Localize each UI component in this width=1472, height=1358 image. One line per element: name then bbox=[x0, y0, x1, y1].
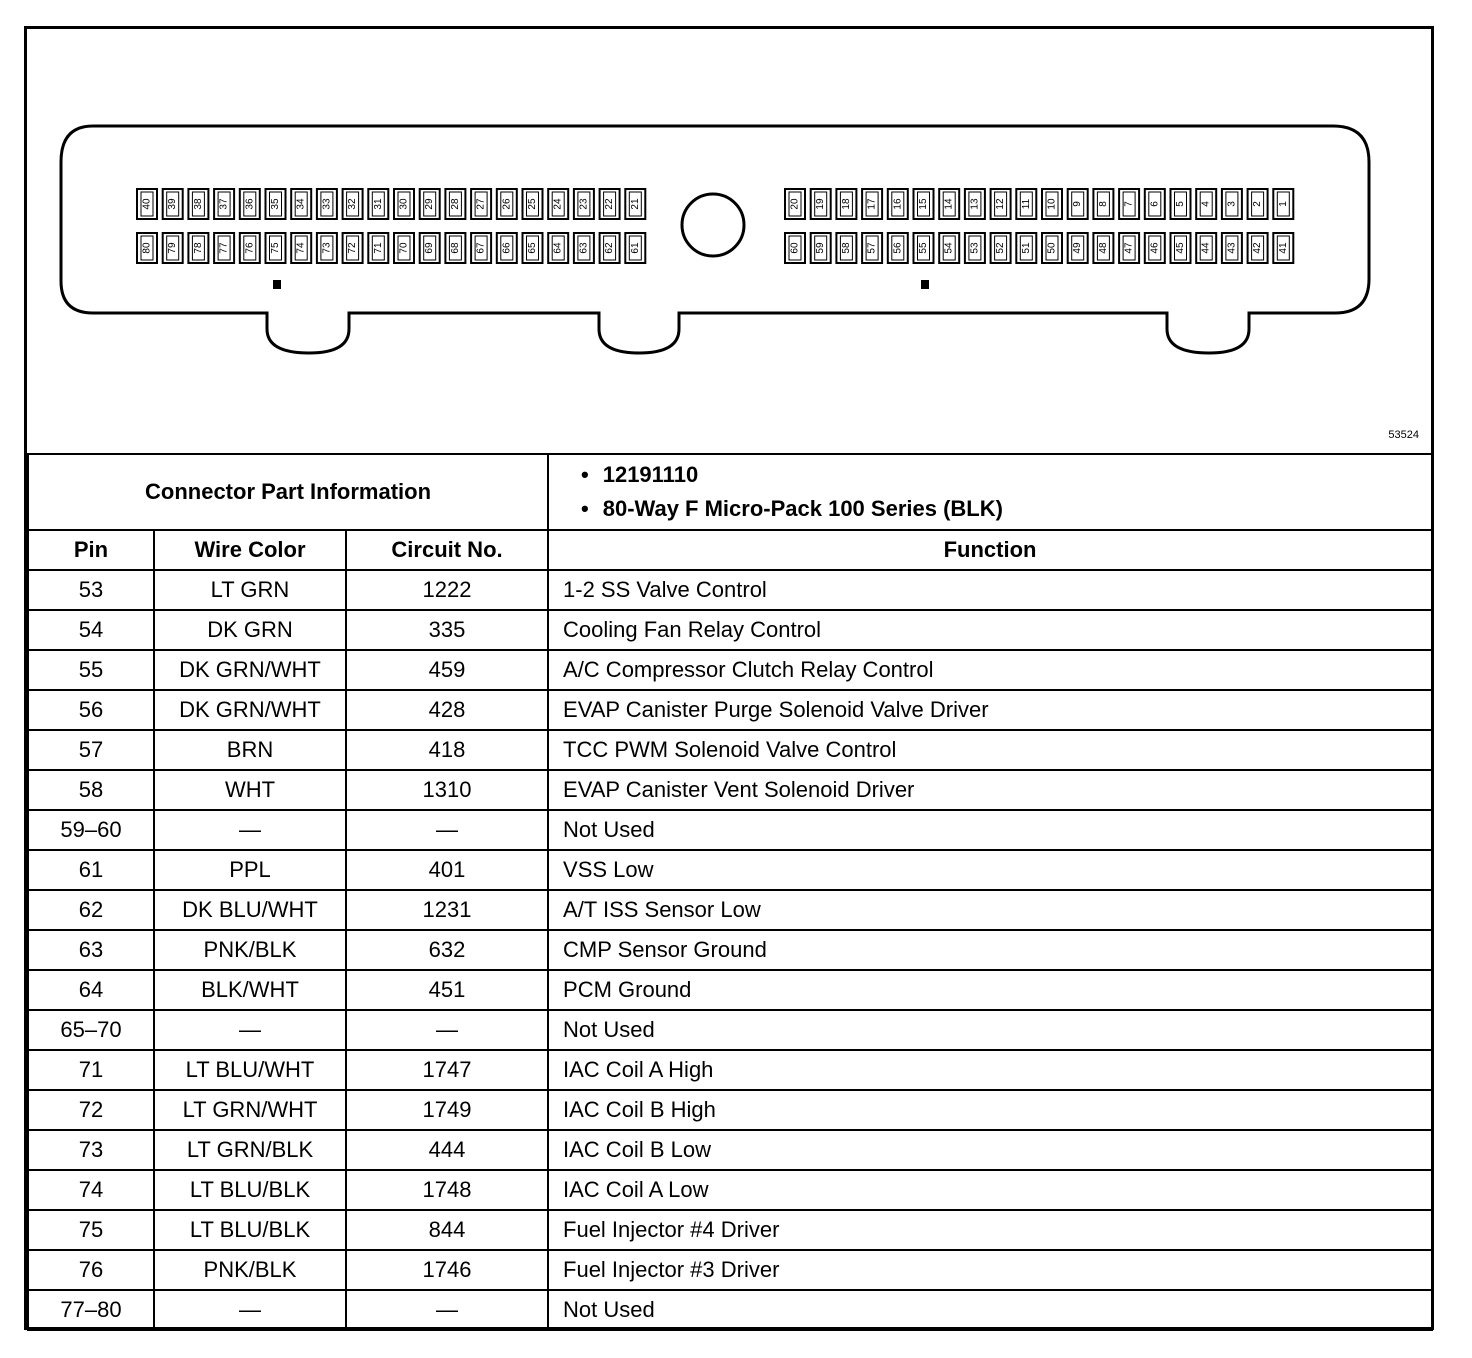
pin-cavity bbox=[1222, 189, 1242, 219]
pin-cavity bbox=[1016, 189, 1036, 219]
pin-label: 47 bbox=[1123, 242, 1135, 254]
pin-label: 42 bbox=[1252, 242, 1264, 254]
pin-cavity bbox=[188, 189, 208, 219]
pin-label: 71 bbox=[372, 242, 384, 254]
pin-cavity bbox=[291, 189, 311, 219]
pin-cavity bbox=[1042, 233, 1062, 263]
circuit-cell: 428 bbox=[346, 690, 548, 730]
pin-label: 29 bbox=[424, 198, 436, 210]
table-row bbox=[28, 690, 1432, 730]
pin-cell: 61 bbox=[28, 850, 154, 890]
pin-label: 64 bbox=[552, 242, 564, 254]
header-function: Function bbox=[548, 530, 1432, 570]
wire-color-cell: WHT bbox=[154, 770, 346, 810]
pin-cavity bbox=[420, 189, 440, 219]
table-row bbox=[28, 1090, 1432, 1130]
function-cell: VSS Low bbox=[548, 850, 1432, 890]
circuit-cell: 451 bbox=[346, 970, 548, 1010]
pin-cavity bbox=[471, 233, 491, 263]
function-cell: EVAP Canister Vent Solenoid Driver bbox=[548, 770, 1432, 810]
table-row bbox=[28, 1010, 1432, 1050]
function-cell: Cooling Fan Relay Control bbox=[548, 610, 1432, 650]
function-cell: 1-2 SS Valve Control bbox=[548, 570, 1432, 610]
pin-cavity bbox=[600, 189, 620, 219]
wire-color-cell: — bbox=[154, 1010, 346, 1050]
circuit-cell: 1748 bbox=[346, 1170, 548, 1210]
circuit-cell: 418 bbox=[346, 730, 548, 770]
pin-label: 30 bbox=[398, 198, 410, 210]
table-row bbox=[28, 1250, 1432, 1290]
wire-color-cell: DK GRN/WHT bbox=[154, 650, 346, 690]
pin-cell: 75 bbox=[28, 1210, 154, 1250]
pin-cavity bbox=[1248, 233, 1268, 263]
pin-cell: 73 bbox=[28, 1130, 154, 1170]
pin-label: 77 bbox=[218, 242, 230, 254]
wire-color-cell: LT GRN/BLK bbox=[154, 1130, 346, 1170]
pin-cavity bbox=[445, 189, 465, 219]
function-cell: Fuel Injector #4 Driver bbox=[548, 1210, 1432, 1250]
wire-color-cell: LT BLU/BLK bbox=[154, 1170, 346, 1210]
pin-76-marker bbox=[273, 280, 281, 289]
pin-cavity bbox=[420, 233, 440, 263]
pin-label: 63 bbox=[578, 242, 590, 254]
pin-label: 50 bbox=[1046, 242, 1058, 254]
function-cell: CMP Sensor Ground bbox=[548, 930, 1432, 970]
pin-label: 72 bbox=[347, 242, 359, 254]
wire-color-cell: — bbox=[154, 810, 346, 850]
pin-label: 62 bbox=[604, 242, 616, 254]
wire-color-cell: DK GRN/WHT bbox=[154, 690, 346, 730]
table-row bbox=[28, 810, 1432, 850]
pin-label: 31 bbox=[372, 198, 384, 210]
pin-cavity bbox=[368, 233, 388, 263]
pin-cavity bbox=[785, 189, 805, 219]
pin-label: 32 bbox=[347, 198, 359, 210]
function-cell: Fuel Injector #3 Driver bbox=[548, 1250, 1432, 1290]
pin-cavity bbox=[965, 233, 985, 263]
connector-face-drawing bbox=[27, 29, 1431, 453]
table-row bbox=[28, 730, 1432, 770]
pin-cavity bbox=[1016, 233, 1036, 263]
pin-label: 80 bbox=[141, 242, 153, 254]
pin-label: 6 bbox=[1149, 201, 1161, 207]
wire-color-cell: PNK/BLK bbox=[154, 1250, 346, 1290]
pin-cell: 57 bbox=[28, 730, 154, 770]
function-cell: IAC Coil B Low bbox=[548, 1130, 1432, 1170]
pin-cell: 62 bbox=[28, 890, 154, 930]
pin-cell: 54 bbox=[28, 610, 154, 650]
pin-cavity bbox=[888, 189, 908, 219]
pin-label: 25 bbox=[527, 198, 538, 210]
pin-cavity bbox=[1273, 189, 1293, 219]
pin-label: 18 bbox=[840, 198, 852, 210]
circuit-cell: 1746 bbox=[346, 1250, 548, 1290]
pin-label: 46 bbox=[1149, 242, 1161, 254]
pin-cavity bbox=[240, 233, 260, 263]
circuit-cell: 844 bbox=[346, 1210, 548, 1250]
pin-cavity bbox=[445, 233, 465, 263]
pin-cavity bbox=[1068, 233, 1088, 263]
pin-label: 68 bbox=[449, 242, 461, 254]
pin-label: 7 bbox=[1123, 201, 1135, 207]
pin-label: 61 bbox=[629, 242, 641, 254]
pin-label: 49 bbox=[1072, 242, 1084, 254]
circuit-cell: 335 bbox=[346, 610, 548, 650]
pin-label: 24 bbox=[552, 198, 564, 210]
pin-cavity bbox=[394, 233, 414, 263]
pin-cavity bbox=[991, 189, 1011, 219]
table-row bbox=[28, 1210, 1432, 1250]
pin-cavity bbox=[1119, 233, 1139, 263]
pin-cell: 55 bbox=[28, 650, 154, 690]
pin-cell: 65–70 bbox=[28, 1010, 154, 1050]
pin-label: 17 bbox=[866, 198, 878, 210]
function-cell: A/T ISS Sensor Low bbox=[548, 890, 1432, 930]
table-row bbox=[28, 610, 1432, 650]
pin-cavity bbox=[548, 189, 568, 219]
pin-cavity bbox=[1222, 233, 1242, 263]
pin-cavity bbox=[343, 189, 363, 219]
pin-label: 14 bbox=[943, 198, 955, 210]
pin-label: 19 bbox=[815, 198, 827, 210]
pin-label: 13 bbox=[969, 198, 981, 210]
pin-cavities bbox=[137, 189, 1293, 263]
wire-color-cell: BLK/WHT bbox=[154, 970, 346, 1010]
pinout-table bbox=[27, 453, 1433, 1331]
table-row bbox=[28, 1170, 1432, 1210]
pin-cavity bbox=[394, 189, 414, 219]
pin-label: 65 bbox=[527, 242, 538, 254]
pin-cavity bbox=[991, 233, 1011, 263]
pin-cavity bbox=[811, 189, 831, 219]
part-info-list bbox=[548, 454, 1432, 530]
pin-label: 26 bbox=[501, 198, 513, 210]
pin-cavity bbox=[1196, 233, 1216, 263]
pin-label: 44 bbox=[1200, 242, 1212, 254]
pin-cavity bbox=[368, 189, 388, 219]
pin-cavity bbox=[497, 189, 517, 219]
pin-label: 20 bbox=[789, 198, 801, 210]
table-row bbox=[28, 650, 1432, 690]
part-info-label: Connector Part Information bbox=[28, 454, 548, 530]
pin-cell: 59–60 bbox=[28, 810, 154, 850]
pin-cavity bbox=[1119, 189, 1139, 219]
wire-color-cell: — bbox=[154, 1290, 346, 1330]
header-pin: Pin bbox=[28, 530, 154, 570]
circuit-cell: 459 bbox=[346, 650, 548, 690]
pin-label: 39 bbox=[167, 198, 179, 210]
pin-label: 67 bbox=[475, 242, 487, 254]
pin-cavity bbox=[1171, 233, 1191, 263]
pin-label: 8 bbox=[1097, 201, 1109, 207]
polarizing-hole bbox=[682, 194, 744, 256]
pin-label: 76 bbox=[244, 242, 256, 254]
pin-cavity bbox=[600, 233, 620, 263]
pin-cell: 58 bbox=[28, 770, 154, 810]
wire-color-cell: BRN bbox=[154, 730, 346, 770]
pin-cavity bbox=[888, 233, 908, 263]
circuit-cell: 1749 bbox=[346, 1090, 548, 1130]
pin-label: 79 bbox=[167, 242, 179, 254]
pin-label: 55 bbox=[918, 242, 929, 254]
pin-label: 75 bbox=[270, 242, 281, 254]
pin-cavity bbox=[1248, 189, 1268, 219]
pin-label: 59 bbox=[815, 242, 827, 254]
circuit-cell: 444 bbox=[346, 1130, 548, 1170]
pin-cavity bbox=[1196, 189, 1216, 219]
table-row bbox=[28, 1290, 1432, 1330]
pin-label: 51 bbox=[1020, 242, 1032, 254]
pin-cavity bbox=[317, 189, 337, 219]
pin-cavity bbox=[811, 233, 831, 263]
pin-label: 74 bbox=[295, 242, 307, 254]
pin-label: 35 bbox=[270, 198, 281, 210]
circuit-cell: 1231 bbox=[346, 890, 548, 930]
pin-cell: 77–80 bbox=[28, 1290, 154, 1330]
pin-label: 57 bbox=[866, 242, 878, 254]
pin-cavity bbox=[785, 233, 805, 263]
pin-label: 2 bbox=[1252, 201, 1264, 207]
pin-label: 23 bbox=[578, 198, 590, 210]
pin-label: 34 bbox=[295, 198, 307, 210]
pin-cavity bbox=[471, 189, 491, 219]
pin-cell: 64 bbox=[28, 970, 154, 1010]
pin-cell: 76 bbox=[28, 1250, 154, 1290]
pin-cell: 72 bbox=[28, 1090, 154, 1130]
pin-label: 40 bbox=[141, 198, 153, 210]
table-row bbox=[28, 850, 1432, 890]
pin-cavity bbox=[497, 233, 517, 263]
wire-color-cell: PNK/BLK bbox=[154, 930, 346, 970]
pin-label: 70 bbox=[398, 242, 410, 254]
pin-cavity bbox=[625, 233, 645, 263]
pin-cavity bbox=[574, 189, 594, 219]
pin-cavity bbox=[1068, 189, 1088, 219]
function-cell: EVAP Canister Purge Solenoid Valve Driver bbox=[548, 690, 1432, 730]
pin-label: 78 bbox=[192, 242, 204, 254]
pin-cavity bbox=[523, 189, 543, 219]
part-info-row bbox=[28, 454, 1432, 530]
header-circuit: Circuit No. bbox=[346, 530, 548, 570]
pin-label: 3 bbox=[1226, 201, 1238, 207]
pin-label: 12 bbox=[995, 198, 1007, 210]
pin-label: 60 bbox=[789, 242, 801, 254]
pin-label: 27 bbox=[475, 198, 487, 210]
pin-cavity bbox=[163, 189, 183, 219]
table-row bbox=[28, 970, 1432, 1010]
table-row bbox=[28, 1050, 1432, 1090]
function-cell: PCM Ground bbox=[548, 970, 1432, 1010]
pin-cavity bbox=[625, 189, 645, 219]
pin-cell: 74 bbox=[28, 1170, 154, 1210]
pin-cavity bbox=[240, 189, 260, 219]
pin-label: 33 bbox=[321, 198, 333, 210]
pin-label: 9 bbox=[1072, 201, 1084, 207]
pin-label: 66 bbox=[501, 242, 513, 254]
pin-cavity bbox=[266, 189, 286, 219]
wire-color-cell: DK GRN bbox=[154, 610, 346, 650]
wire-color-cell: LT GRN/WHT bbox=[154, 1090, 346, 1130]
pin-label: 38 bbox=[192, 198, 204, 210]
circuit-cell: 401 bbox=[346, 850, 548, 890]
circuit-cell: — bbox=[346, 1290, 548, 1330]
table-row bbox=[28, 890, 1432, 930]
pin-label: 41 bbox=[1277, 242, 1289, 254]
pin-cavity bbox=[548, 233, 568, 263]
circuit-cell: 632 bbox=[346, 930, 548, 970]
pin-cavity bbox=[836, 233, 856, 263]
pin-cavity bbox=[914, 233, 934, 263]
function-cell: Not Used bbox=[548, 810, 1432, 850]
circuit-cell: — bbox=[346, 810, 548, 850]
part-number: • 12191110 bbox=[581, 458, 1431, 492]
table-row bbox=[28, 770, 1432, 810]
circuit-cell: — bbox=[346, 1010, 548, 1050]
pin-label: 21 bbox=[629, 198, 641, 210]
pin-cavity bbox=[1145, 189, 1165, 219]
wire-color-cell: LT BLU/WHT bbox=[154, 1050, 346, 1090]
pin-cavity bbox=[523, 233, 543, 263]
wire-color-cell: PPL bbox=[154, 850, 346, 890]
pin-cavity bbox=[1042, 189, 1062, 219]
pin-56-marker bbox=[921, 280, 929, 289]
pin-label: 15 bbox=[918, 198, 929, 210]
pin-label: 11 bbox=[1020, 198, 1032, 210]
pin-cavity bbox=[266, 233, 286, 263]
wire-color-cell: LT BLU/BLK bbox=[154, 1210, 346, 1250]
pin-cavity bbox=[214, 233, 234, 263]
pin-cell: 63 bbox=[28, 930, 154, 970]
pin-cavity bbox=[1145, 233, 1165, 263]
connector-description: • 80-Way F Micro-Pack 100 Series (BLK) bbox=[581, 492, 1431, 526]
pin-label: 53 bbox=[969, 242, 981, 254]
pin-label: 36 bbox=[244, 198, 256, 210]
table-row bbox=[28, 930, 1432, 970]
circuit-cell: 1310 bbox=[346, 770, 548, 810]
figure-number: 53524 bbox=[1388, 429, 1419, 441]
table-row bbox=[28, 570, 1432, 610]
pin-label: 37 bbox=[218, 198, 230, 210]
pin-cavity bbox=[862, 189, 882, 219]
pin-label: 58 bbox=[840, 242, 852, 254]
page-frame bbox=[24, 26, 1434, 1330]
pin-cavity bbox=[163, 233, 183, 263]
pin-cavity bbox=[137, 189, 157, 219]
pin-cavity bbox=[317, 233, 337, 263]
pin-cavity bbox=[939, 233, 959, 263]
table-row bbox=[28, 1130, 1432, 1170]
pin-cavity bbox=[343, 233, 363, 263]
pin-cavity bbox=[137, 233, 157, 263]
pin-cavity bbox=[188, 233, 208, 263]
pin-label: 1 bbox=[1277, 201, 1289, 207]
pin-cavity bbox=[1171, 189, 1191, 219]
pin-label: 28 bbox=[449, 198, 461, 210]
pin-label: 10 bbox=[1046, 198, 1058, 210]
circuit-cell: 1222 bbox=[346, 570, 548, 610]
pin-label: 48 bbox=[1097, 242, 1109, 254]
pin-cell: 53 bbox=[28, 570, 154, 610]
wire-color-cell: DK BLU/WHT bbox=[154, 890, 346, 930]
pin-cavity bbox=[291, 233, 311, 263]
connector-diagram bbox=[27, 29, 1431, 453]
pin-cell: 71 bbox=[28, 1050, 154, 1090]
function-cell: IAC Coil A High bbox=[548, 1050, 1432, 1090]
pin-label: 73 bbox=[321, 242, 333, 254]
function-cell: Not Used bbox=[548, 1010, 1432, 1050]
pin-cavity bbox=[862, 233, 882, 263]
pin-label: 54 bbox=[943, 242, 955, 254]
header-wire-color: Wire Color bbox=[154, 530, 346, 570]
function-cell: TCC PWM Solenoid Valve Control bbox=[548, 730, 1432, 770]
pin-label: 56 bbox=[892, 242, 904, 254]
pin-cavity bbox=[914, 189, 934, 219]
pin-cavity bbox=[939, 189, 959, 219]
pin-cavity bbox=[1093, 233, 1113, 263]
pin-cavity bbox=[214, 189, 234, 219]
pin-label: 5 bbox=[1175, 201, 1186, 207]
pin-cell: 56 bbox=[28, 690, 154, 730]
header-row bbox=[28, 530, 1432, 570]
pin-label: 69 bbox=[424, 242, 436, 254]
pin-label: 52 bbox=[995, 242, 1007, 254]
function-cell: Not Used bbox=[548, 1290, 1432, 1330]
function-cell: A/C Compressor Clutch Relay Control bbox=[548, 650, 1432, 690]
pin-cavity bbox=[965, 189, 985, 219]
pin-cavity bbox=[1273, 233, 1293, 263]
pin-label: 22 bbox=[604, 198, 616, 210]
pin-label: 4 bbox=[1200, 201, 1212, 207]
function-cell: IAC Coil B High bbox=[548, 1090, 1432, 1130]
pin-label: 43 bbox=[1226, 242, 1238, 254]
circuit-cell: 1747 bbox=[346, 1050, 548, 1090]
pin-label: 45 bbox=[1175, 242, 1186, 254]
pin-cavity bbox=[836, 189, 856, 219]
pin-cavity bbox=[574, 233, 594, 263]
function-cell: IAC Coil A Low bbox=[548, 1170, 1432, 1210]
pin-label: 16 bbox=[892, 198, 904, 210]
pin-cavity bbox=[1093, 189, 1113, 219]
wire-color-cell: LT GRN bbox=[154, 570, 346, 610]
